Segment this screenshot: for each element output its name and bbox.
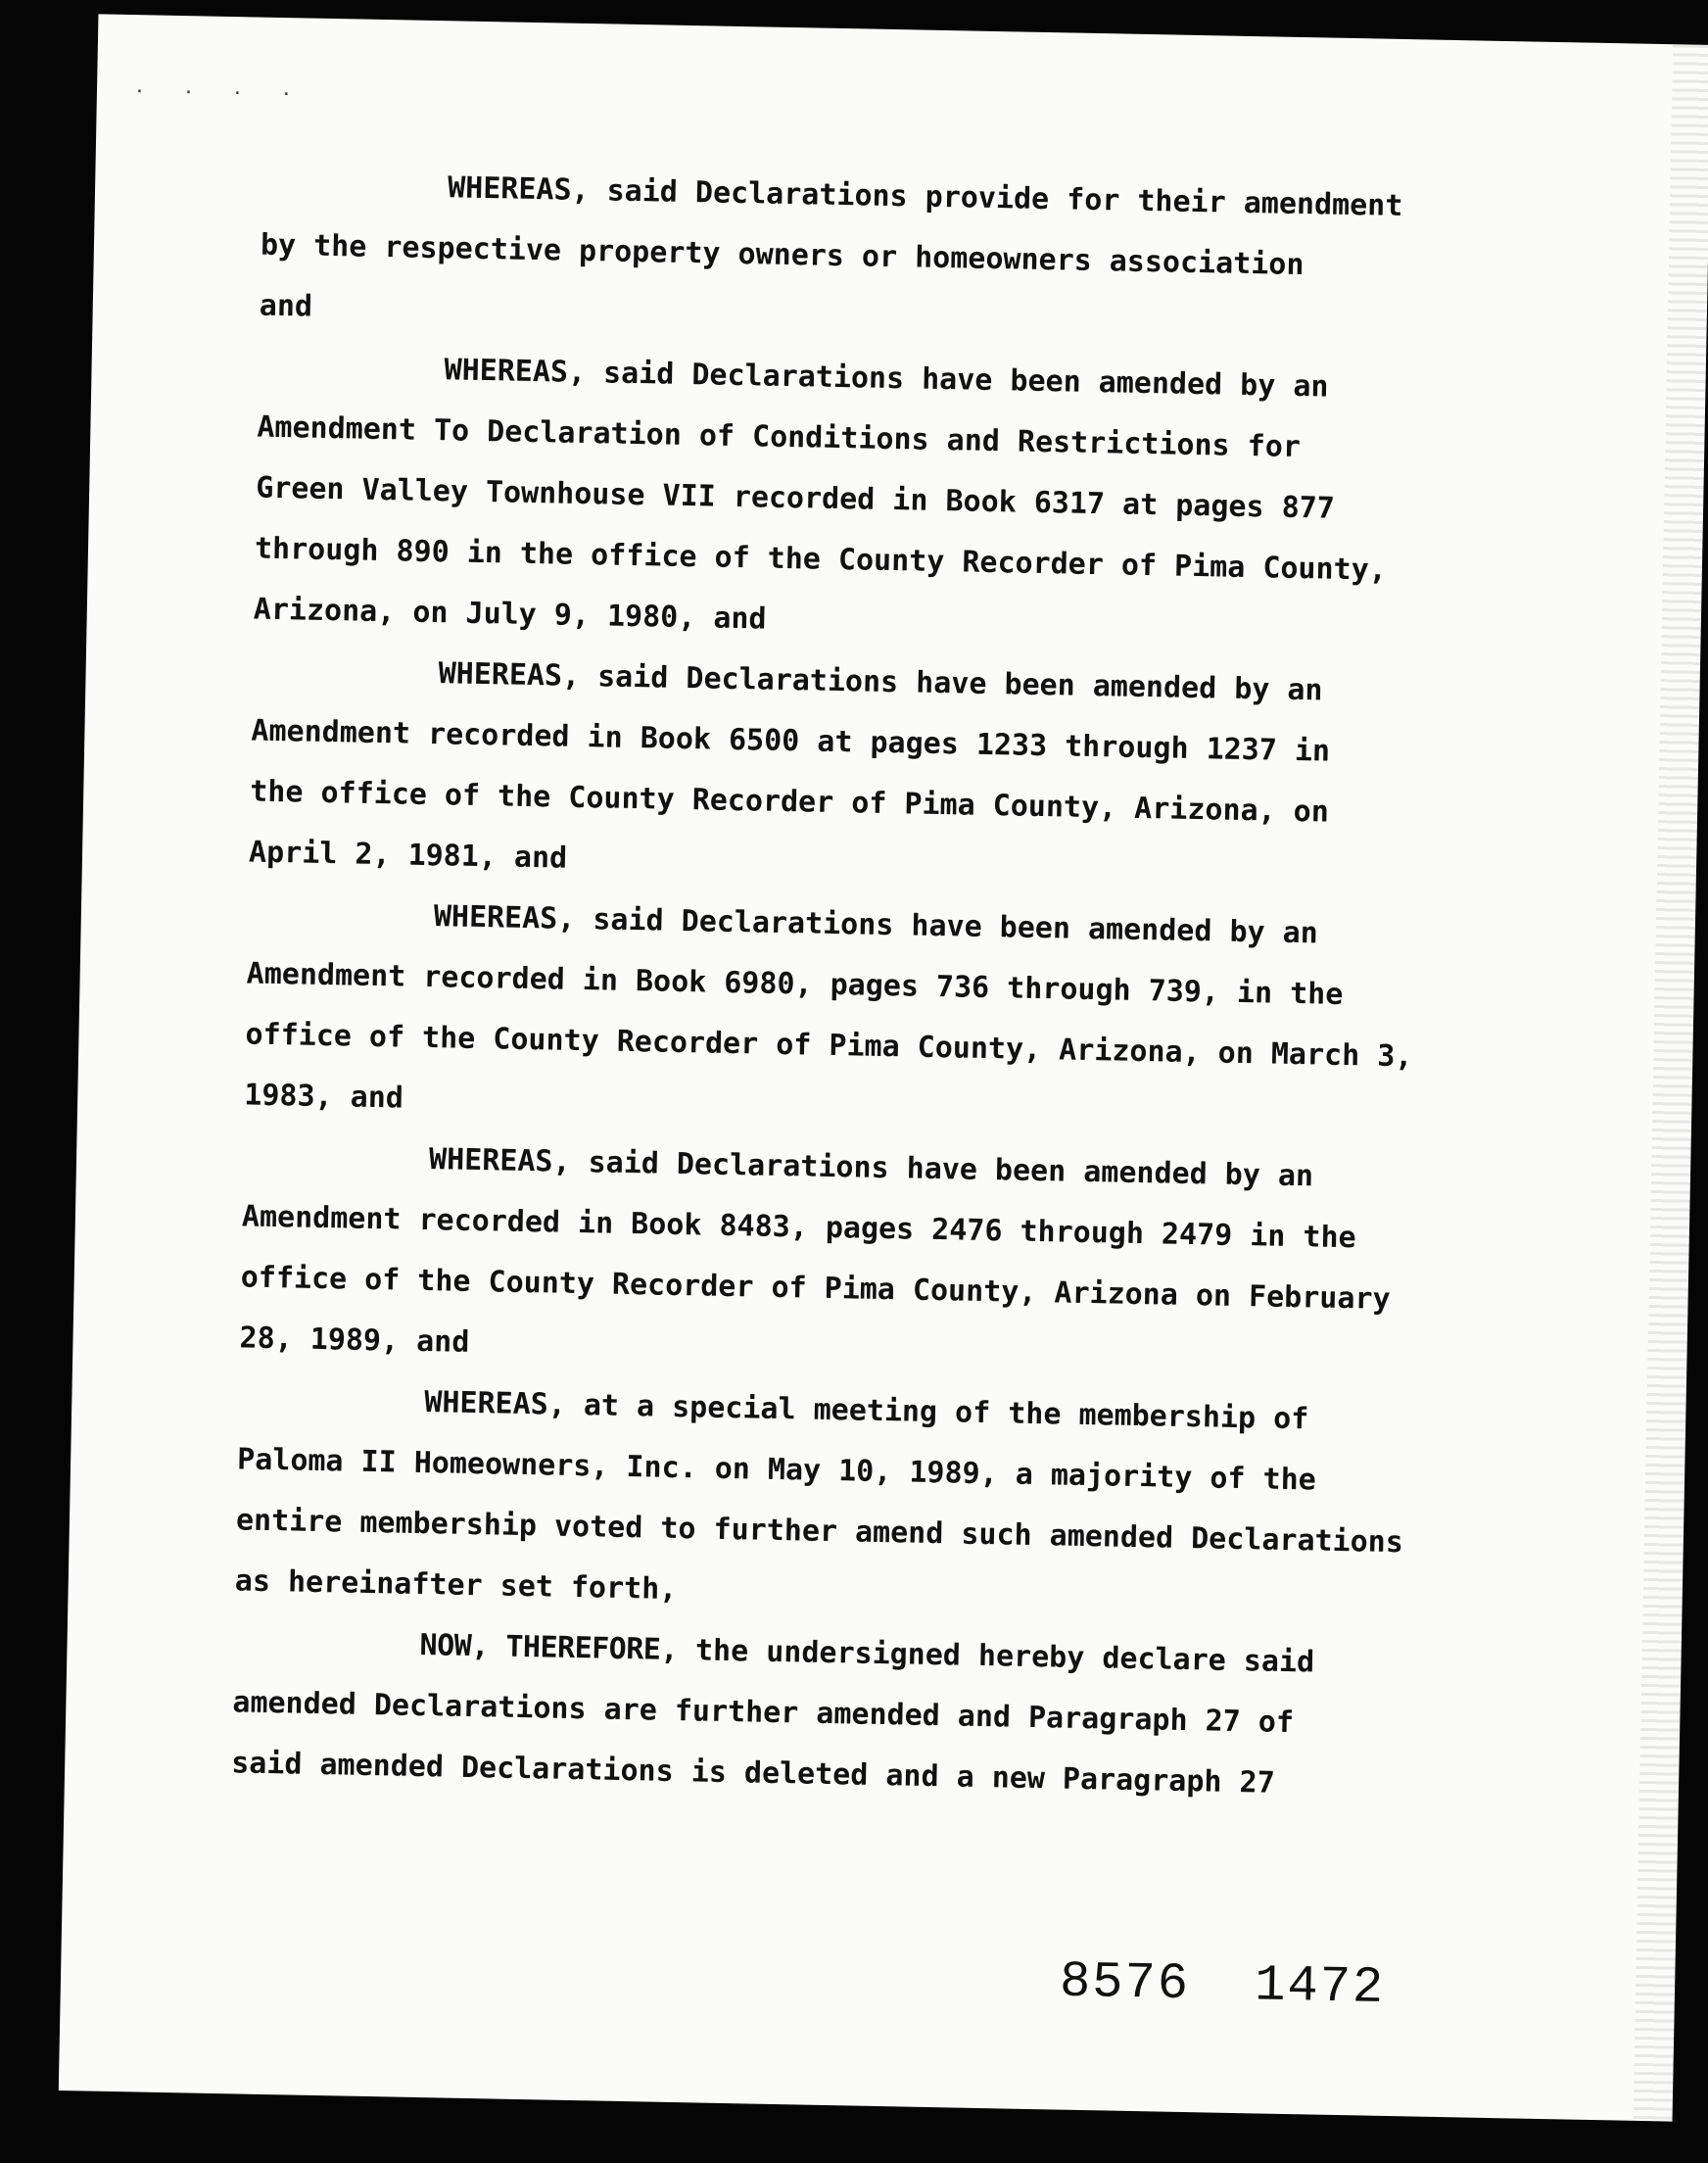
- text-line: WHEREAS, said Declarations have been amended by an: [433, 899, 1319, 951]
- text-line: amended Declarations are further amended and Paragraph 27 of: [232, 1685, 1295, 1741]
- now-therefore-lead: NOW, THEREFORE,: [419, 1627, 679, 1668]
- paragraph-1: [259, 155, 1593, 362]
- text-line: Green Valley Townhouse VII recorded in Book 6317 at pages 877: [255, 470, 1336, 526]
- text-line: office of the County Recorder of Pima County, Arizona on February: [240, 1260, 1391, 1317]
- text-line: 1983, and: [244, 1078, 404, 1116]
- text-line: Amendment recorded in Book 8483, pages 2476 through 2479 in the: [241, 1199, 1356, 1256]
- page-number: 8576 1472: [1059, 1952, 1386, 2017]
- text-line: by the respective property owners or homeowners association: [260, 227, 1305, 283]
- text-run: the undersigned hereby declare said: [677, 1633, 1315, 1680]
- text-line: the office of the County Recorder of Pima County, Arizona, on: [249, 774, 1330, 830]
- text-line: WHEREAS, said Declarations provide for their amendment: [447, 170, 1403, 223]
- scan-edge-noise: [1634, 44, 1708, 2121]
- text-line: WHEREAS, said Declarations have been amended by an: [438, 656, 1323, 708]
- text-line: 28, 1989, and: [239, 1321, 470, 1360]
- text-line: said amended Declarations is deleted and a new Paragraph 27: [230, 1746, 1276, 1801]
- text-line: Amendment recorded in Book 6500 at pages 1233 through 1237 in: [251, 713, 1331, 769]
- text-line: entire membership voted to further amend such amended Declarations: [235, 1503, 1404, 1561]
- paragraph-7: [231, 1611, 1566, 1819]
- text-line: as hereinafter set forth,: [234, 1563, 678, 1608]
- document-sheet: [59, 14, 1708, 2121]
- text-line: Amendment recorded in Book 6980, pages 736 through 739, in the: [246, 956, 1344, 1012]
- text-line: Arizona, on July 9, 1980, and: [253, 592, 767, 637]
- text-line: WHEREAS, at a special meeting of the membership of: [424, 1385, 1309, 1437]
- paragraph-5: [239, 1126, 1576, 1394]
- text-line: WHEREAS, said Declarations have been amended by an: [444, 353, 1329, 405]
- paragraph-4: [244, 883, 1581, 1151]
- text-line: Amendment To Declaration of Conditions and Restrictions for: [257, 409, 1302, 465]
- document-body: [231, 155, 1594, 1820]
- text-line: through 890 in the office of the County Recorder of Pima County,: [254, 531, 1388, 588]
- paragraph-6: [234, 1369, 1571, 1637]
- text-line: Paloma II Homeowners, Inc. on May 10, 1989, a majority of the: [236, 1442, 1317, 1498]
- scan-specks: . . . .: [135, 73, 308, 102]
- text-line: office of the County Recorder of Pima County, Arizona, on March 3,: [245, 1017, 1413, 1075]
- paragraph-3: [248, 641, 1585, 909]
- paragraph-2: [253, 337, 1590, 666]
- text-line: April 2, 1981, and: [248, 835, 568, 876]
- text-line: WHEREAS, said Declarations have been amended by an: [428, 1142, 1314, 1194]
- text-line: and: [259, 288, 313, 324]
